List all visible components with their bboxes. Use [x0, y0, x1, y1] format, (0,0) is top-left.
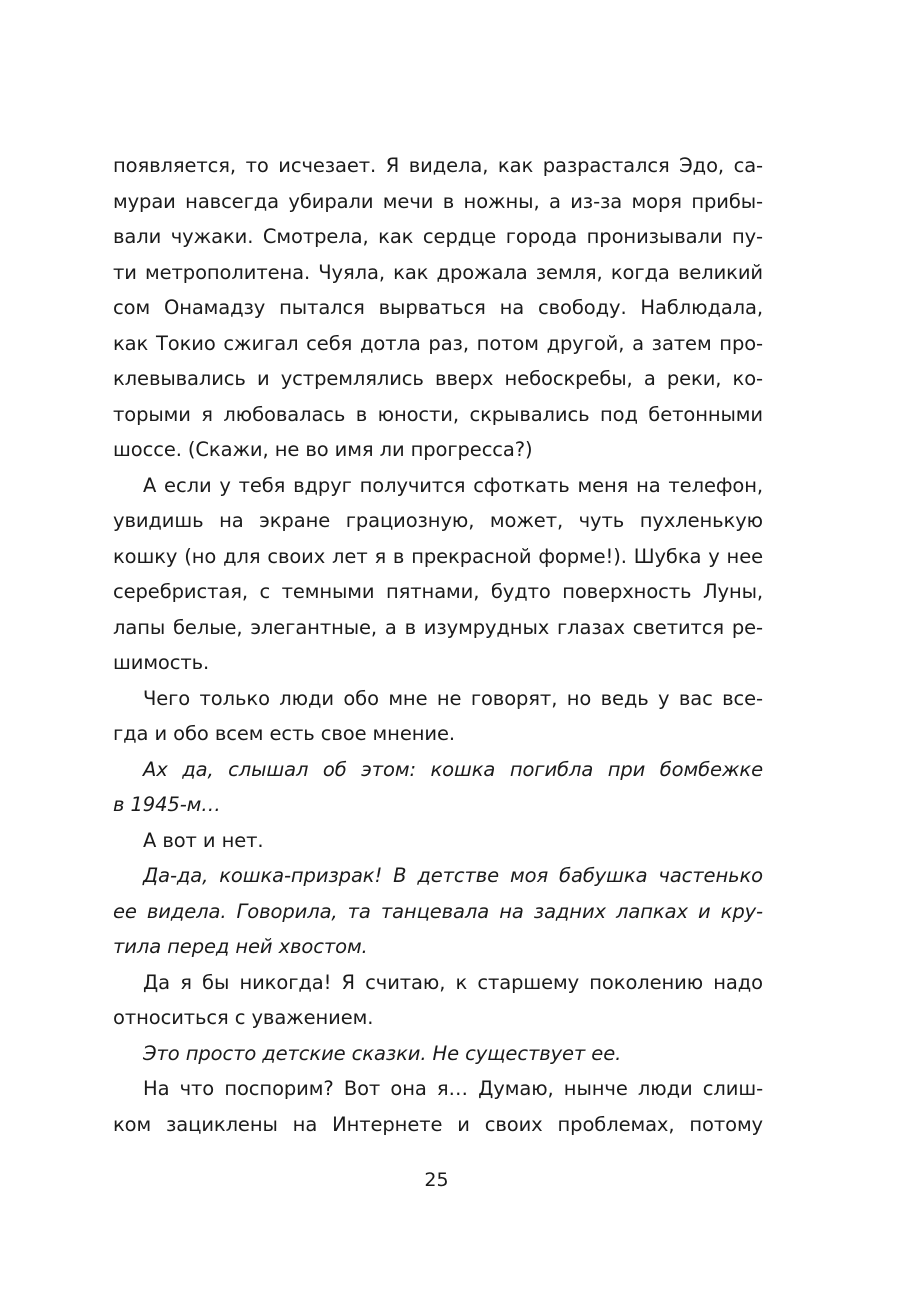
text-line: сом Онамадзу пытался вырваться на свободу. Наблюдала, — [113, 296, 763, 319]
paragraph — [113, 752, 763, 823]
text-line: лапы белые, элегантные, а в изумрудных глазах светится ре- — [113, 615, 763, 639]
text-line: появляется, то исчезает. Я видела, как разрастался Эдо, са- — [113, 154, 763, 177]
paragraph — [113, 1036, 763, 1072]
text-line: мураи навсегда убирали мечи в ножны, а из-за моря прибы- — [113, 189, 763, 213]
text-line: в 1945-м… — [113, 793, 221, 816]
paragraph — [113, 858, 763, 965]
text-line: тила перед ней хвостом. — [113, 935, 368, 958]
text-line: шимость. — [113, 651, 210, 674]
paragraph — [113, 681, 763, 752]
text-line: ти метрополитена. Чуяла, как дрожала земля, когда великий — [113, 260, 763, 284]
page-body — [113, 148, 763, 1142]
text-line: гда и обо всем есть свое мнение. — [113, 722, 455, 745]
text-line: относиться с уважением. — [113, 1006, 374, 1029]
text-line: ком зациклены на Интернете и своих проблемах, потому — [113, 1112, 763, 1136]
text-line: увидишь на экране грациозную, может, чуть пухленькую — [113, 509, 763, 532]
text-line: торыми я любовалась в юности, скрывались под бетонными — [113, 402, 763, 426]
text-line: кошку (но для своих лет я в прекрасной форме!). Шубка у нее — [113, 544, 763, 568]
paragraph — [113, 148, 763, 468]
text-line: А если у тебя вдруг получится сфоткать меня на телефон, — [143, 473, 763, 497]
paragraph — [113, 823, 763, 859]
paragraph — [113, 1071, 763, 1142]
text-line: как Токио сжигал себя дотла раз, потом другой, а затем про- — [113, 331, 763, 355]
text-line: Это просто детские сказки. Не существует ее. — [143, 1041, 622, 1065]
page-number: 25 — [424, 1169, 449, 1191]
paragraph — [113, 468, 763, 681]
text-line: А вот и нет. — [143, 828, 264, 852]
text-line: вали чужаки. Смотрела, как сердце города пронизывали пу- — [113, 225, 763, 248]
text-line: Чего только люди обо мне не говорят, но ведь у вас все- — [143, 686, 763, 710]
text-line: Да я бы никогда! Я считаю, к старшему поколению надо — [143, 970, 763, 994]
text-line: Ах да, слышал об этом: кошка погибла при бомбежке — [143, 757, 763, 781]
text-line: шоссе. (Скажи, не во имя ли прогресса?) — [113, 438, 533, 461]
text-line: На что поспорим? Вот она я… Думаю, нынче люди слиш- — [143, 1077, 763, 1100]
text-line: ее видела. Говорила, та танцевала на задних лапках и кру- — [113, 899, 763, 923]
paragraph — [113, 965, 763, 1036]
text-line: клевывались и устремлялись вверх небоскребы, а реки, ко- — [113, 367, 763, 390]
text-line: Да-да, кошка-призрак! В детстве моя бабушка частенько — [143, 864, 763, 887]
text-line: серебристая, с темными пятнами, будто поверхность Луны, — [113, 580, 763, 603]
